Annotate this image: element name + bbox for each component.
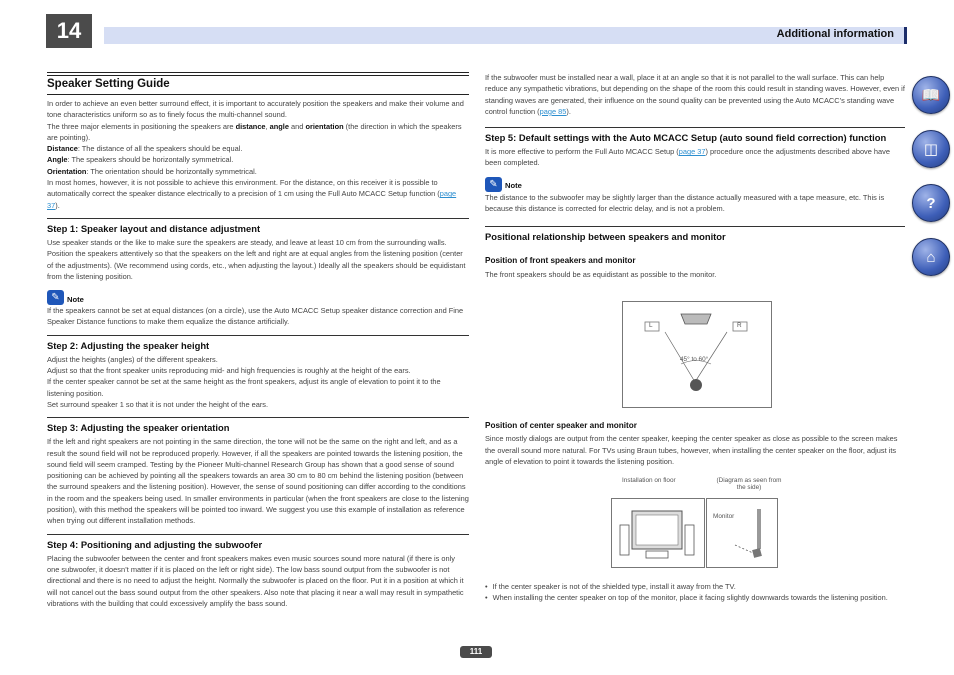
page-number: 111 xyxy=(460,646,492,658)
section-header-bar xyxy=(104,27,907,44)
center-speaker xyxy=(646,551,668,558)
front-speakers-heading: Position of front speakers and monitor xyxy=(485,256,636,266)
label-l: L xyxy=(649,322,653,329)
step5-heading: Step 5: Default settings with the Auto MCACC Setup (auto sound field correction) function xyxy=(485,127,905,144)
intro-paragraph: In order to achieve an even better surround effect, it is important to accurately position the speakers and make their volume and tone characteristics uniform so as to finely focus the multi-channel sound. xyxy=(47,99,464,120)
page-link[interactable]: page 37 xyxy=(678,147,706,157)
left-column xyxy=(47,72,469,609)
def-distance: Distance: The distance of all the speakers should be equal. xyxy=(47,144,243,154)
note-label: Note xyxy=(67,294,84,304)
note-heading xyxy=(485,177,905,192)
section-title: Additional information xyxy=(776,28,894,40)
positional-heading: Positional relationship between speakers and monitor xyxy=(485,226,905,243)
step2-line: Set surround speaker 1 so that it is not under the height of the ears. xyxy=(47,399,269,409)
left-tower-speaker xyxy=(620,525,629,555)
note1-text: If the speakers cannot be set at equal distances (on a circle), use the Auto MCACC Setup speaker distance correction and Fine Speaker Distance functions to make them equalize the distance artificially. xyxy=(47,306,464,327)
label-r: R xyxy=(737,322,742,329)
note-pencil-icon: ✎ xyxy=(485,177,502,192)
front-speakers-text: The front speakers should be as equidistant as possible to the monitor. xyxy=(485,269,717,279)
note2-text: The distance to the subwoofer may be slightly larger than the distance actually measured with a tape measure, etc. This is because this distance is corrected for electric delay, and is not a problem. xyxy=(485,192,885,214)
page-title: Speaker Setting Guide xyxy=(47,72,469,95)
right-tower-speaker xyxy=(685,525,694,555)
step2-line: Adjust the heights (angles) of the different speakers. xyxy=(47,354,218,364)
bullet-item: • If the center speaker is not of the shielded type, install it away from the TV. xyxy=(485,582,736,592)
step3-heading: Step 3: Adjusting the speaker orientation xyxy=(47,417,469,434)
floor-caption: Installation on floor xyxy=(622,477,676,484)
step5-text: It is more effective to perform the Full Auto MCACC Setup (page 37) procedure once the adjustments described above have been completed. xyxy=(485,147,890,168)
side-view-diagram xyxy=(706,498,778,568)
tilted-center-speaker xyxy=(752,548,762,558)
listener-head xyxy=(690,379,702,391)
monitor-shape xyxy=(681,314,711,324)
side-caption: (Diagram as seen from the side) xyxy=(716,477,782,491)
chapter-number: 14 xyxy=(46,14,92,48)
note-label: Note xyxy=(505,181,522,191)
home-icon[interactable]: ⌂ xyxy=(912,238,950,276)
floor-installation-diagram xyxy=(611,498,705,568)
center-speaker-heading: Position of center speaker and monitor xyxy=(485,420,637,430)
angle-label: 45° to 60° xyxy=(680,356,709,363)
step2-line: If the center speaker cannot be set at the same height as the front speakers, adjust its angle of elevation to point it to the listening position. xyxy=(47,377,441,398)
step2-heading: Step 2: Adjusting the speaker height xyxy=(47,335,469,352)
page-link[interactable]: page 85 xyxy=(539,106,567,116)
step2-line: Adjust so that the front speaker units reproducing mid- and high frequencies is roughly at the height of the ears. xyxy=(47,366,411,376)
faq-icon[interactable]: ? xyxy=(912,184,950,222)
remote-icon[interactable]: ◫ xyxy=(912,130,950,168)
page-link[interactable]: page 37 xyxy=(47,189,457,210)
intro-elements: The three major elements in positioning the speakers are distance, angle and orientation (the direction in which the speakers are pointing). xyxy=(47,121,462,142)
step3-text: If the left and right speakers are not pointing in the same direction, the tone will not be the same on the right and left, and as a result the sound field will not be reproduced properly. However, if all the speakers are pointed towards the listening position, the sound field will seem cramped. Testing by the Pioneer Multi-channel Research Group has shown that a good sense of sound positioning can be achieved by pointing all the speakers towards an area 30 cm to 80 cm behind the listening position (between the surround speakers and the listening position). However, the sense of sound positioning can differ according to the conditions in the room and the speakers being used. In smaller environments in particular (when the front speakers are close to the listening position), with this method the speakers will be pointed too inward. We suggest you use this example of installation as reference when trying out different installation methods. xyxy=(47,437,469,526)
subwoofer-wall-text: If the subwoofer must be installed near a wall, place it at an angle so that it is not parallel to the wall surface. This can help reduce any sympathetic vibrations, but depending on the shape of the room this could result in standing waves. However, even if standing waves are generated, their influence on the sound quality can be prevented using the Auto MCACC’s standing wave control function (page 85). xyxy=(485,73,905,116)
monitor-side xyxy=(757,509,761,549)
step4-text: Placing the subwoofer between the center and front speakers makes even music sources sound more natural (if there is only one subwoofer, it doesn’t matter if it is placed on the left or right side). The low bass sound output from the subwoofer is not directional and there is no need to adjust the height. Normally the subwoofer is placed on the floor. Put it in a position at which it will not cancel out the bass sound output from the other speakers. Also note that placing it near a wall may result in sympathetic vibrations with the building that could excessively amplify the bass sound. xyxy=(47,553,464,608)
def-angle: Angle: The speakers should be horizontally symmetrical. xyxy=(47,155,234,165)
step1-text: Use speaker stands or the like to make sure the speakers are steady, and leave at least 10 cm from the surrounding walls. Position the speakers attentively so that the speakers on the left and right are at equal angles from the listening position (center of the adjustments). (We recommend using cords, etc., when adjusting the layout.) Ideally all the speakers should be equidistant from the listening position. xyxy=(47,237,466,281)
note-heading xyxy=(47,290,469,305)
bullet-item: • When installing the center speaker on top of the monitor, place it facing slightly downwards towards the listening position. xyxy=(485,593,888,603)
front-speaker-diagram xyxy=(622,301,772,408)
intro-end: In most homes, however, it is not possible to achieve this environment. For the distance, on this receiver it is possible to automatically correct the speaker distance electrically to a precision of 1 cm using the Full Auto MCACC Setup function (page 37). xyxy=(47,178,457,210)
def-orientation: Orientation: The orientation should be horizontally symmetrical. xyxy=(47,166,257,176)
step1-heading: Step 1: Speaker layout and distance adjustment xyxy=(47,218,469,235)
manual-book-icon[interactable]: 📖 xyxy=(912,76,950,114)
note-pencil-icon: ✎ xyxy=(47,290,64,305)
center-speaker-text: Since mostly dialogs are output from the center speaker, keeping the center speaker as close as possible to the screen makes the overall sound more natural. For TVs using Braun tubes, however, when installing the center speaker on the floor, adjust its angle of elevation to point it towards the listening position. xyxy=(485,434,898,466)
speaker-angle-svg xyxy=(623,302,771,407)
monitor-label: Monitor xyxy=(713,513,735,520)
step4-heading: Step 4: Positioning and adjusting the subwoofer xyxy=(47,534,469,551)
